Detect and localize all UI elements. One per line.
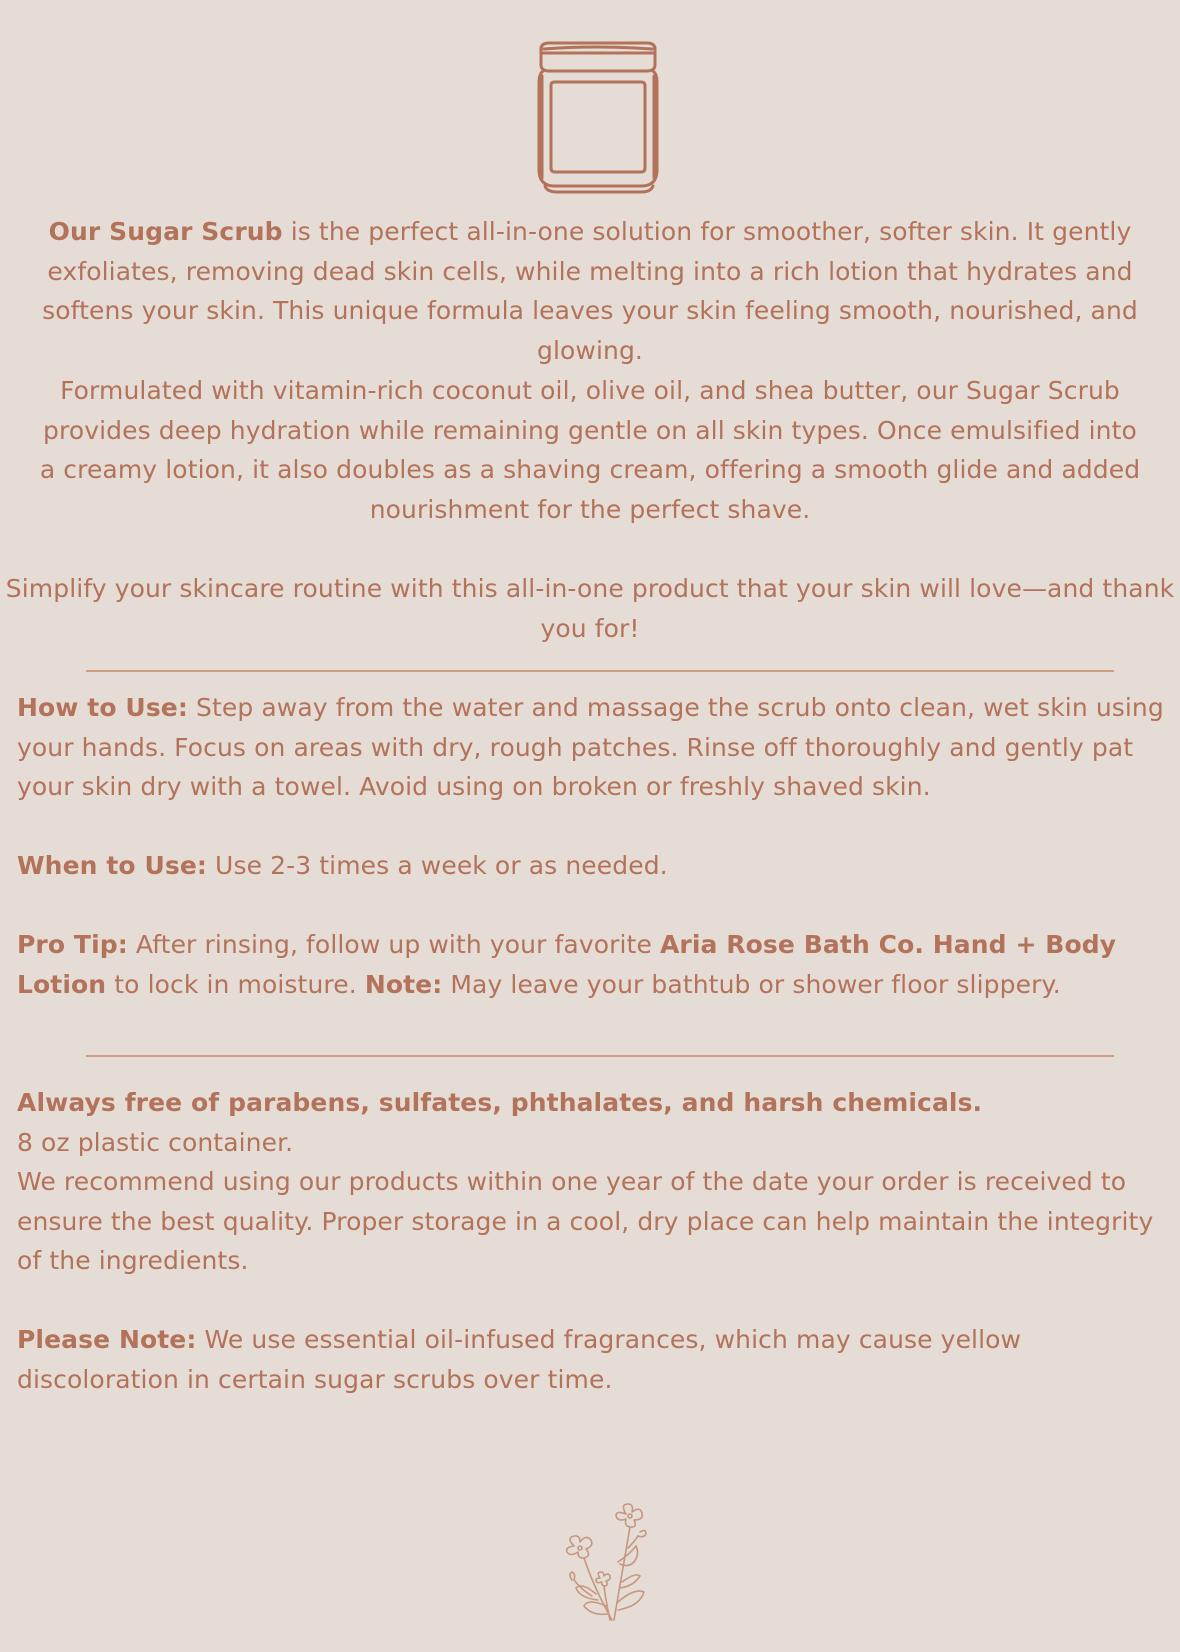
note-text: May leave your bathtub or shower floor slippery. [442, 969, 1061, 999]
simplify-text: Simplify your skincare routine with this all-in-one product that your skin will love—and thank you for! [5, 574, 1175, 643]
intro-text: is the perfect all-in-one solution for smoother, softer skin. It gently exfoliates, removing dead skin cells, while melting into a rich lotion that hydrates and softens your skin. This unique formula leaves your skin feeling smooth, nourished, and glowing. [42, 217, 1138, 365]
intro-paragraph [0, 212, 1180, 370]
pro-tip-paragraph [17, 925, 1177, 1004]
how-to-use-paragraph [17, 688, 1177, 807]
container-text: 8 oz plastic container. [17, 1127, 294, 1157]
formulated-paragraph [0, 371, 1180, 529]
jar-icon [533, 40, 663, 195]
please-note-paragraph [17, 1320, 1177, 1399]
note-label: Note: [364, 969, 443, 999]
always-free-text: Always free of parabens, sulfates, phthalates, and harsh chemicals. [17, 1088, 983, 1117]
pro-tip-label: Pro Tip: [17, 930, 128, 959]
formulated-text: Formulated with vitamin-rich coconut oil, olive oil, and shea butter, our Sugar Scrub provides deep hydration while remaining gentle on all skin types. Once emulsified into a creamy lotion, it also doubles as a shaving cream, offering a smooth glide and added nourishment for the perfect shave. [39, 376, 1141, 524]
recommendation-text: We recommend using our products within one year of the date your order is received to ensure the best quality. Proper storage in a cool, dry place can help maintain the integrity of the ingredients. [17, 1167, 1154, 1276]
details-block [17, 1083, 1177, 1281]
pro-tip-text-before: After rinsing, follow up with your favorite [127, 930, 660, 959]
how-to-use-text: Step away from the water and massage the scrub onto clean, wet skin using your hands. Focus on areas with dry, rough patches. Rinse off thoroughly and gently pat your skin dry with a towel. Avoid using on broken or freshly shaved skin. [17, 693, 1164, 802]
please-note-label: Please Note: [17, 1325, 197, 1354]
please-note-text: We use essential oil-infused fragrances, which may cause yellow discoloration in certain sugar scrubs over time. [17, 1325, 1022, 1394]
simplify-paragraph [0, 569, 1180, 648]
divider-top [86, 670, 1114, 672]
how-to-use-label: How to Use: [17, 693, 188, 722]
lotion-product-name: Aria Rose Bath Co. Hand + Body Lotion [17, 930, 1117, 999]
pro-tip-text-after: to lock in moisture. [106, 969, 365, 999]
flower-icon [548, 1502, 653, 1624]
when-to-use-text: Use 2-3 times a week or as needed. [207, 851, 668, 880]
product-name: Our Sugar Scrub [48, 217, 283, 246]
when-to-use-paragraph [17, 846, 1177, 886]
divider-bottom [86, 1055, 1114, 1057]
when-to-use-label: When to Use: [17, 851, 207, 880]
